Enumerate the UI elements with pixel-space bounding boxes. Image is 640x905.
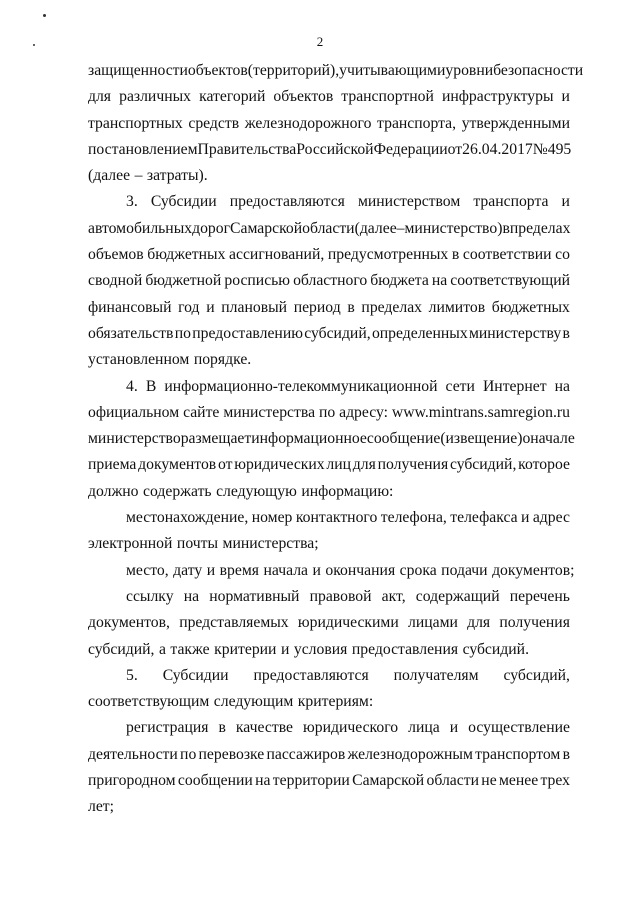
text-word: должно — [88, 482, 139, 500]
text-word: в — [451, 246, 460, 264]
text-word: транспортных — [88, 114, 183, 132]
text-word: получения — [377, 456, 449, 474]
text-word: сводной — [88, 272, 143, 290]
text-word: бюджета — [370, 272, 429, 290]
text-word: (далее — [88, 167, 131, 185]
text-word: содержать — [143, 482, 212, 500]
text-word: менее — [498, 772, 539, 790]
text-word: субсидий, — [88, 640, 155, 658]
text-word: размещает — [180, 430, 252, 448]
text-word: и — [561, 88, 570, 106]
text-word: Субсидии — [162, 666, 229, 684]
text-word: предоставления — [351, 640, 459, 658]
text-word: в — [562, 745, 570, 763]
text-word: информационно-телекоммуникационной — [164, 377, 438, 395]
text-word: телефакса — [450, 509, 518, 527]
text-word: соответствующий — [450, 272, 570, 290]
text-line — [88, 242, 570, 268]
text-word: критериям: — [297, 693, 374, 711]
text-word: в — [502, 219, 510, 237]
text-word: различных — [119, 88, 191, 106]
text-line — [88, 347, 570, 373]
text-word: представляемых — [179, 614, 289, 632]
document-body — [88, 58, 584, 821]
text-word: уровни — [445, 62, 494, 79]
text-word: территории — [272, 772, 350, 790]
text-word: осуществление — [468, 719, 570, 737]
text-word: и — [449, 719, 459, 737]
text-word: информационное — [251, 430, 367, 448]
text-word: предоставляются — [229, 193, 345, 211]
text-word: юридических — [234, 456, 325, 474]
text-word: 4. — [126, 377, 138, 395]
text-line — [88, 637, 570, 663]
text-word: субсидий. — [462, 640, 529, 658]
text-word: категорий — [199, 88, 266, 106]
text-word: сети — [445, 377, 475, 395]
text-word: ассигнований, — [229, 246, 325, 264]
text-word: не — [481, 772, 497, 790]
text-word: которое — [518, 456, 570, 474]
text-word: получателям — [393, 666, 479, 684]
text-word: железнодорожным — [347, 745, 473, 763]
text-word: области — [302, 219, 355, 237]
text-word: постановлением — [88, 140, 198, 158]
text-word: – — [134, 167, 143, 185]
text-word: о — [522, 430, 531, 448]
text-word: документов; — [492, 561, 575, 579]
text-word: объектов — [273, 88, 334, 106]
text-word: и — [521, 509, 530, 527]
text-word: Самарской — [352, 772, 425, 790]
text-word: предусмотренных — [327, 246, 449, 264]
text-word: дату — [173, 561, 203, 579]
text-word: телефона, — [380, 509, 447, 527]
text-word: 5. — [126, 666, 138, 684]
text-word: средств — [188, 114, 240, 132]
text-word: транспорта, — [377, 114, 457, 132]
text-word: 3. — [126, 193, 138, 211]
scan-speck — [43, 14, 46, 17]
text-word: Правительства — [197, 140, 297, 158]
text-line — [88, 584, 570, 610]
text-word: условия — [293, 640, 348, 658]
text-word: почты — [176, 535, 219, 553]
text-word: окончания — [325, 561, 396, 579]
text-word: затраты). — [146, 167, 208, 185]
text-word: Интернет — [482, 377, 547, 395]
text-word: учитывающими — [339, 62, 446, 79]
text-line — [88, 452, 570, 478]
text-word: области — [426, 772, 479, 790]
text-word: начале — [530, 430, 575, 448]
text-word: министерству — [468, 324, 562, 342]
text-word: министерства — [223, 403, 316, 421]
text-word: областного — [293, 272, 368, 290]
text-word: финансовый — [88, 298, 172, 316]
text-word: правовой — [309, 587, 372, 605]
text-word: содержащий — [415, 587, 500, 605]
text-word: электронной — [88, 535, 173, 553]
text-word: лиц — [326, 456, 352, 474]
text-word: пассажиров — [266, 745, 346, 763]
text-word: Субсидии — [150, 193, 217, 211]
text-word: на — [183, 587, 200, 605]
text-word: и — [206, 298, 215, 316]
text-word: министерством — [357, 193, 461, 211]
text-word: автомобильных — [88, 219, 193, 237]
text-word: на — [554, 377, 570, 395]
text-word: транспортом — [475, 745, 561, 763]
text-word: плановый — [221, 298, 288, 316]
text-line — [88, 84, 570, 110]
text-word: 26.04.2017 — [462, 140, 533, 158]
text-word: местонахождение, — [126, 509, 249, 527]
text-word: сообщение — [366, 430, 441, 448]
text-word: регистрация — [126, 719, 209, 737]
text-line — [88, 295, 570, 321]
text-word: начала — [263, 561, 308, 579]
text-word: также — [170, 640, 210, 658]
text-word: перевозке — [198, 745, 265, 763]
text-word: номер — [251, 509, 293, 527]
text-word: нормативный — [209, 587, 300, 605]
text-word: соответствии — [462, 246, 552, 264]
text-word: для — [352, 456, 376, 474]
text-word: (далее — [354, 219, 397, 237]
text-line — [88, 400, 570, 426]
text-word: – — [396, 219, 405, 237]
text-word: на — [255, 772, 271, 790]
text-word: по — [180, 745, 197, 763]
text-word: 495 — [547, 140, 572, 158]
text-word: документов — [138, 456, 217, 474]
text-word: предоставлению — [192, 324, 303, 342]
text-line — [88, 58, 584, 84]
text-word: трех — [540, 772, 570, 790]
text-word: в — [218, 719, 226, 737]
text-word: деятельности — [88, 745, 178, 763]
text-word: и — [280, 640, 290, 658]
text-word: министерства; — [222, 535, 319, 553]
text-word: и — [561, 193, 570, 211]
text-line — [88, 268, 570, 294]
text-word: дорог — [192, 219, 231, 237]
text-word: предоставляются — [253, 666, 369, 684]
text-word: (территорий), — [247, 62, 340, 79]
text-word: лет; — [88, 798, 115, 816]
text-word: на — [431, 272, 448, 290]
text-line — [88, 426, 575, 452]
text-word: министерство) — [404, 219, 503, 237]
text-word: пределах — [361, 298, 422, 316]
text-word: срока — [399, 561, 437, 579]
text-word: транспорта — [473, 193, 549, 211]
text-word: юридическими — [297, 614, 399, 632]
text-line — [88, 531, 570, 557]
text-word: акт, — [381, 587, 406, 605]
text-word: пригородном — [88, 772, 176, 790]
text-word: субсидий, — [304, 324, 371, 342]
text-line — [88, 610, 570, 636]
text-line — [88, 768, 570, 794]
text-word: определенных — [371, 324, 468, 342]
text-word: пределах — [509, 219, 571, 237]
text-word: объектов — [187, 62, 248, 79]
text-word: бюджетных — [491, 298, 570, 316]
text-line — [88, 216, 570, 242]
text-line — [88, 742, 570, 768]
text-line — [88, 505, 570, 531]
text-word: перечень — [509, 587, 570, 605]
text-word: для — [88, 88, 112, 106]
text-word: качестве — [235, 719, 293, 737]
text-line — [88, 663, 570, 689]
text-word: министерство — [88, 430, 181, 448]
text-line — [88, 111, 570, 137]
text-word: утвержденными — [461, 114, 570, 132]
text-word: документов, — [88, 614, 170, 632]
text-word: бюджетных — [147, 246, 226, 264]
text-line — [88, 689, 570, 715]
text-word: субсидий, — [503, 666, 570, 684]
text-word: объемов — [88, 246, 144, 264]
text-line — [88, 558, 575, 584]
text-line — [88, 374, 570, 400]
text-word: безопасности — [493, 62, 584, 79]
text-word: официальном — [88, 403, 180, 421]
text-line — [88, 137, 570, 163]
text-word: место, — [126, 561, 169, 579]
text-word: росписью — [224, 272, 291, 290]
text-word: в — [562, 324, 570, 342]
text-word: для — [467, 614, 491, 632]
text-word: по — [174, 324, 191, 342]
text-word: В — [145, 377, 157, 395]
text-word: юридического — [303, 719, 399, 737]
text-word: лицами — [407, 614, 458, 632]
text-word: подачи — [441, 561, 488, 579]
text-word: сообщении — [177, 772, 253, 790]
page-number: 2 — [316, 34, 324, 49]
text-word: время — [219, 561, 259, 579]
text-word: приема — [88, 456, 137, 474]
text-word: критерии — [214, 640, 277, 658]
text-word: лица — [408, 719, 440, 737]
text-line — [88, 321, 570, 347]
text-word: год — [178, 298, 200, 316]
text-word: (извещение) — [440, 430, 523, 448]
text-word: ссылку — [126, 587, 174, 605]
text-word: от — [447, 140, 463, 158]
text-word: следующим — [213, 693, 294, 711]
text-line — [88, 163, 570, 189]
text-word: инфраструктуры — [441, 88, 554, 106]
text-word: получения — [499, 614, 570, 632]
text-word: адресу: — [339, 403, 389, 421]
text-word: порядке. — [193, 351, 252, 369]
text-word: защищенности — [88, 62, 188, 79]
text-word: обязательств — [88, 324, 174, 342]
text-line — [88, 715, 570, 741]
text-word: www.mintrans.samregion.ru — [391, 403, 570, 421]
text-word: бюджетной — [145, 272, 222, 290]
text-word: установленном — [88, 351, 190, 369]
text-word: период — [293, 298, 341, 316]
text-word: следующую — [216, 482, 297, 500]
text-word: со — [555, 246, 570, 264]
text-word: а — [158, 640, 166, 658]
text-word: адрес — [532, 509, 570, 527]
text-line — [88, 479, 570, 505]
text-word: соответствующим — [88, 693, 210, 711]
text-word: № — [532, 140, 548, 158]
text-word: транспортной — [341, 88, 434, 106]
text-word: по — [318, 403, 336, 421]
text-line — [88, 794, 570, 820]
text-line — [88, 189, 570, 215]
text-word: и — [312, 561, 321, 579]
text-word: в — [347, 298, 355, 316]
text-word: Федерации — [373, 140, 448, 158]
text-word: Российской — [296, 140, 374, 158]
text-word: железнодорожного — [244, 114, 372, 132]
text-word: от — [217, 456, 233, 474]
text-word: лимитов — [428, 298, 486, 316]
text-word: субсидий, — [449, 456, 517, 474]
text-word: Самарской — [230, 219, 303, 237]
text-word: сайте — [183, 403, 220, 421]
text-word: информацию: — [301, 482, 394, 500]
text-word: контактного — [295, 509, 378, 527]
text-word: и — [206, 561, 216, 579]
